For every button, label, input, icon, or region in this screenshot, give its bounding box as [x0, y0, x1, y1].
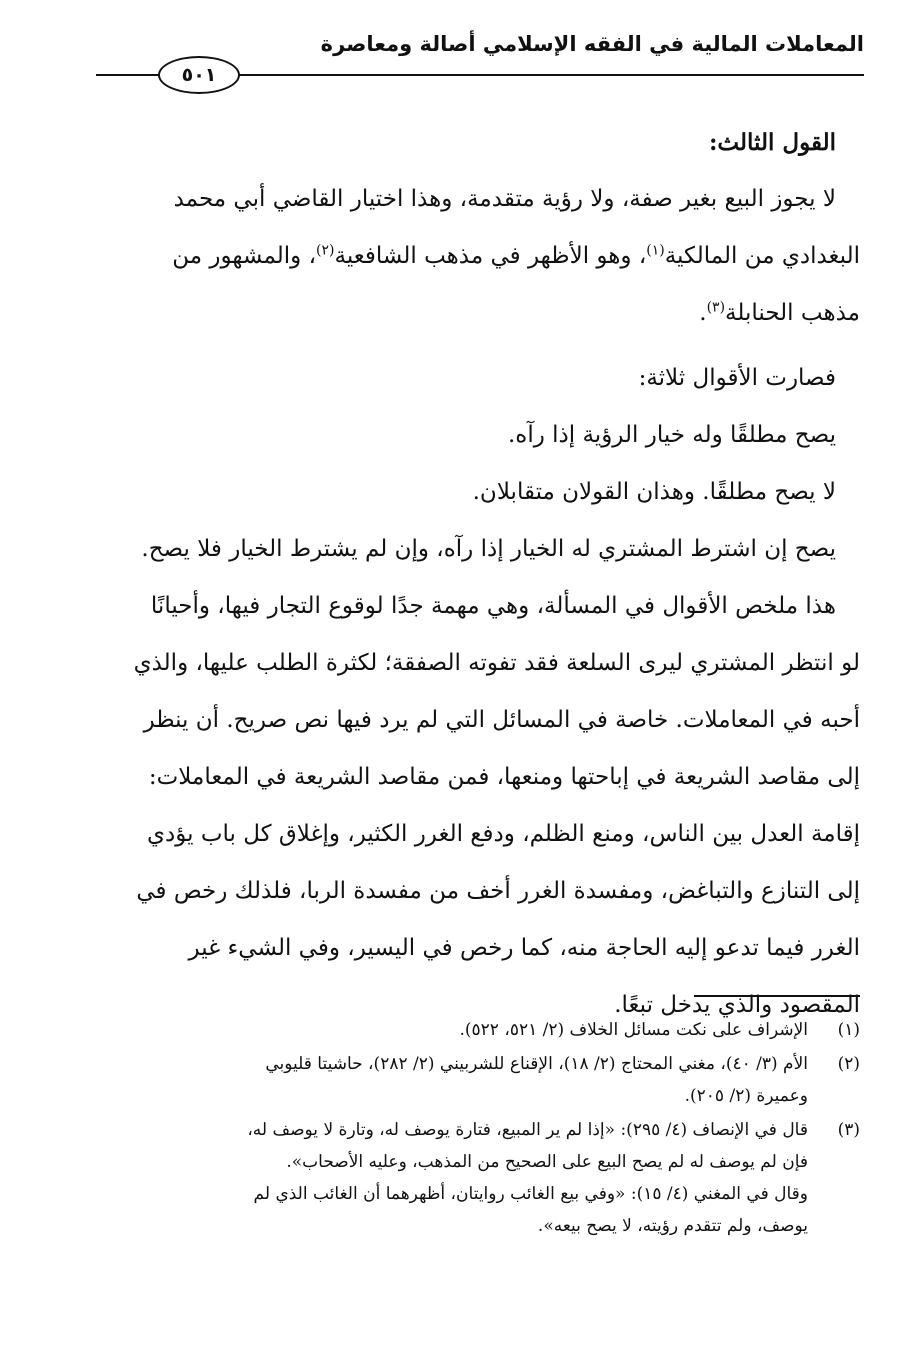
footnote-line: يوصف، ولم تتقدم رؤيته، لا يصح بيعه». — [537, 1216, 808, 1236]
footnote-line: وعميرة (٢/ ٢٠٥). — [684, 1086, 808, 1106]
page-number: ٥٠١ — [158, 56, 240, 94]
footnote — [48, 1048, 860, 1112]
footnote-number: (٢) — [837, 1054, 860, 1074]
footnote — [48, 1014, 860, 1046]
section-heading: القول الثالث: — [708, 129, 836, 156]
paragraph-line: لا يجوز البيع بغير صفة، ولا رؤية متقدمة، وهذا اختيار القاضي أبي محمد — [173, 186, 836, 212]
opinion-item: يصح إن اشترط المشتري له الخيار إذا رآه، وإن لم يشترط الخيار فلا يصح. — [141, 536, 836, 562]
footnote-ref[interactable]: (٣) — [706, 299, 726, 316]
footnote-ref[interactable]: (٢) — [316, 242, 335, 259]
paragraph-line: إلى التنازع والتباغض، ومفسدة الغرر أخف من مفسدة الربا، فلذلك رخص في — [136, 878, 860, 904]
footnote-line: فإن لم يوصف له لم يصح البيع على الصحيح من المذهب، وعليه الأصحاب». — [286, 1152, 808, 1172]
paragraph-line: أحبه في المعاملات. خاصة في المسائل التي لم يرد فيها نص صريح. أن ينظر — [143, 707, 860, 733]
opinion-item: يصح مطلقًا وله خيار الرؤية إذا رآه. — [507, 422, 836, 448]
footnote-separator — [694, 995, 860, 997]
footnote-number: (١) — [837, 1020, 860, 1040]
paragraph-line: البغدادي من المالكية$^{(١)}$، وهو الأظهر في مذهب الشافعية$^{(٢)}$، والمشهور من — [172, 242, 860, 269]
paragraph-line: مذهب الحنابلة$^{(٣)}$. — [699, 299, 860, 326]
paragraph-line: إقامة العدل بين الناس، ومنع الظلم، ودفع الغرر الكثير، وإغلاق كل باب يؤدي — [147, 821, 860, 847]
footnote — [48, 1114, 860, 1242]
footnotes — [48, 1014, 860, 1244]
paragraph-line: المقصود والذي يدخل تبعًا. — [614, 992, 860, 1018]
summary-intro: فصارت الأقوال ثلاثة: — [638, 365, 836, 391]
main-text — [48, 114, 860, 1034]
paragraph-line: الغرر فيما تدعو إليه الحاجة منه، كما رخص في اليسير، وفي الشيء غير — [188, 935, 860, 961]
footnote-line: الإشراف على نكت مسائل الخلاف (٢/ ٥٢١، ٥٢٢). — [459, 1020, 808, 1040]
running-title: المعاملات المالية في الفقه الإسلامي أصالة ومعاصرة — [320, 32, 864, 56]
footnote-line: قال في الإنصاف (٤/ ٢٩٥): «إذا لم ير المبيع، فتارة يوصف له، وتارة لا يوصف له، — [247, 1120, 808, 1140]
paragraph-line: لو انتظر المشتري ليرى السلعة فقد تفوته الصفقة؛ لكثرة الطلب عليها، والذي — [133, 650, 860, 676]
footnote-line: وقال في المغني (٤/ ١٥): «وفي بيع الغائب روايتان، أظهرهما أن الغائب الذي لم — [253, 1184, 808, 1204]
paragraph-line: إلى مقاصد الشريعة في إباحتها ومنعها، فمن مقاصد الشريعة في المعاملات: — [148, 764, 860, 790]
footnote-number: (٣) — [837, 1120, 860, 1140]
footnote-ref[interactable]: (١) — [646, 242, 665, 259]
opinion-item: لا يصح مطلقًا. وهذان القولان متقابلان. — [472, 479, 836, 505]
paragraph-line: هذا ملخص الأقوال في المسألة، وهي مهمة جدًا لوقوع التجار فيها، وأحيانًا — [150, 593, 836, 619]
footnote-line: الأم (٣/ ٤٠)، مغني المحتاج (٢/ ١٨)، الإقناع للشربيني (٢/ ٢٨٢)، حاشيتا قليوبي — [265, 1054, 808, 1074]
